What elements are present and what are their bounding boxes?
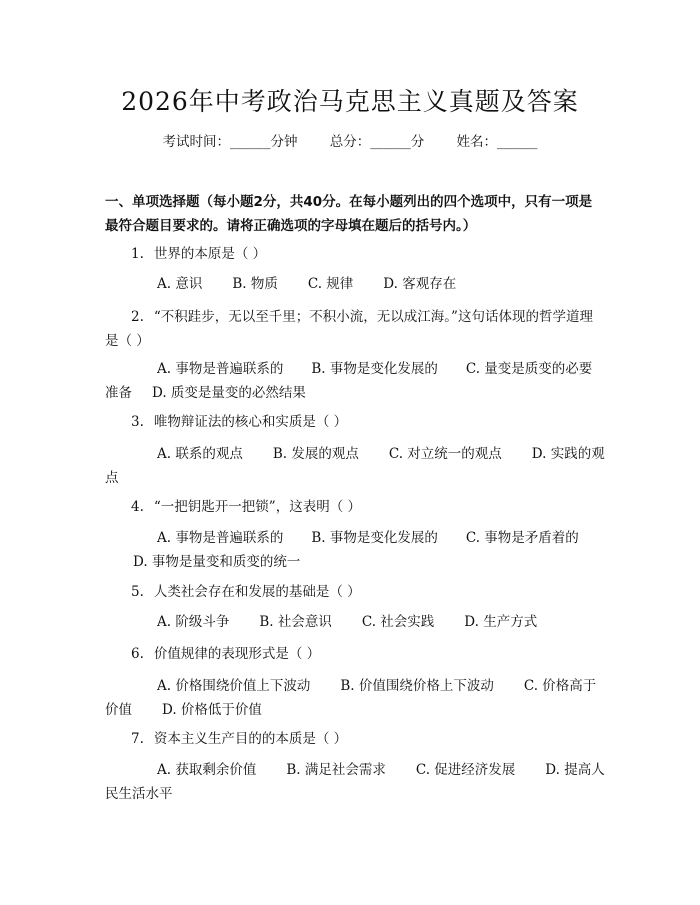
question-options (105, 758, 605, 806)
option-b: B. 发展的观点 (272, 446, 359, 462)
question-options (105, 357, 605, 405)
option-d: D. 质变是量变的必然结果 (152, 385, 306, 401)
option-c: C. 对立统一的观点 (388, 446, 502, 462)
option-b: B. 物质 (232, 276, 278, 292)
option-a: A. 事物是普遍联系的 (157, 361, 284, 377)
option-d: D. 事物是量变和质变的统一 (133, 554, 301, 570)
question-stem: 资本主义生产目的的本质是（ ） (153, 731, 348, 747)
option-a: A. 意识 (157, 276, 203, 292)
option-c: C. 事物是矛盾着的 (465, 530, 579, 546)
page-title: 2026年中考政治马克思主义真题及答案 (121, 87, 579, 116)
question-options (105, 526, 605, 574)
question (105, 727, 605, 751)
option-a: A. 阶级斗争 (157, 614, 230, 630)
question (105, 242, 605, 266)
question (105, 305, 605, 353)
question (105, 580, 605, 604)
section-heading: 一、单项选择题（每小题2分，共40分。在每小题列出的四个选项中，只有一项是最符合题目要求的。请将正确选项的字母填在题后的括号内。） (105, 194, 593, 234)
question-number: 6. (131, 646, 144, 662)
option-d: D. 价格低于价值 (162, 702, 262, 718)
option-c: C. 规律 (307, 276, 354, 292)
option-d: D. 提高人民生活水平 (105, 762, 605, 802)
question-number: 1. (131, 246, 144, 262)
option-d: D. 客观存在 (383, 276, 457, 292)
option-c: C. 促进经济发展 (415, 762, 516, 778)
exam-meta (0, 130, 700, 150)
question-options (105, 610, 605, 634)
option-b: B. 价值围绕价格上下波动 (340, 678, 494, 694)
question-number: 4. (131, 499, 144, 515)
question-number: 2. (131, 309, 144, 325)
option-b: B. 社会意识 (259, 614, 332, 630)
question-stem: “不积跬步，无以至千里；不积小流，无以成江海。”这句话体现的哲学道理是（ ） (105, 309, 593, 349)
option-c: C. 社会实践 (361, 614, 435, 630)
question-stem: 唯物辩证法的核心和实质是（ ） (153, 414, 348, 430)
exam-name: 姓名：______ (456, 134, 538, 150)
option-d: D. 生产方式 (464, 614, 538, 630)
question (105, 495, 605, 519)
question-number: 5. (131, 584, 144, 600)
option-d: D. 实践的观点 (105, 446, 605, 486)
option-a: A. 价格围绕价值上下波动 (157, 678, 311, 694)
question-options (105, 442, 605, 490)
question-number: 7. (131, 731, 144, 747)
option-a: A. 联系的观点 (157, 446, 243, 462)
exam-time: 考试时间：______分钟 (162, 134, 298, 150)
exam-score: 总分：______分 (329, 134, 425, 150)
question (105, 410, 605, 434)
question-options (105, 674, 605, 722)
question-stem: “一把钥匙开一把锁”，这表明（ ） (153, 499, 361, 515)
option-b: B. 满足社会需求 (286, 762, 386, 778)
question (105, 642, 605, 666)
option-a: A. 事物是普遍联系的 (157, 530, 284, 546)
option-c: C. 量变是质变的必要准备 (105, 361, 593, 401)
option-b: B. 事物是变化发展的 (311, 361, 438, 377)
question-options (105, 272, 605, 296)
option-c: C. 价格高于价值 (105, 678, 597, 718)
option-a: A. 获取剩余价值 (157, 762, 257, 778)
question-stem: 价值规律的表现形式是（ ） (153, 646, 321, 662)
question-number: 3. (131, 414, 144, 430)
question-stem: 世界的本原是（ ） (153, 246, 267, 262)
option-b: B. 事物是变化发展的 (311, 530, 438, 546)
question-stem: 人类社会存在和发展的基础是（ ） (153, 584, 361, 600)
